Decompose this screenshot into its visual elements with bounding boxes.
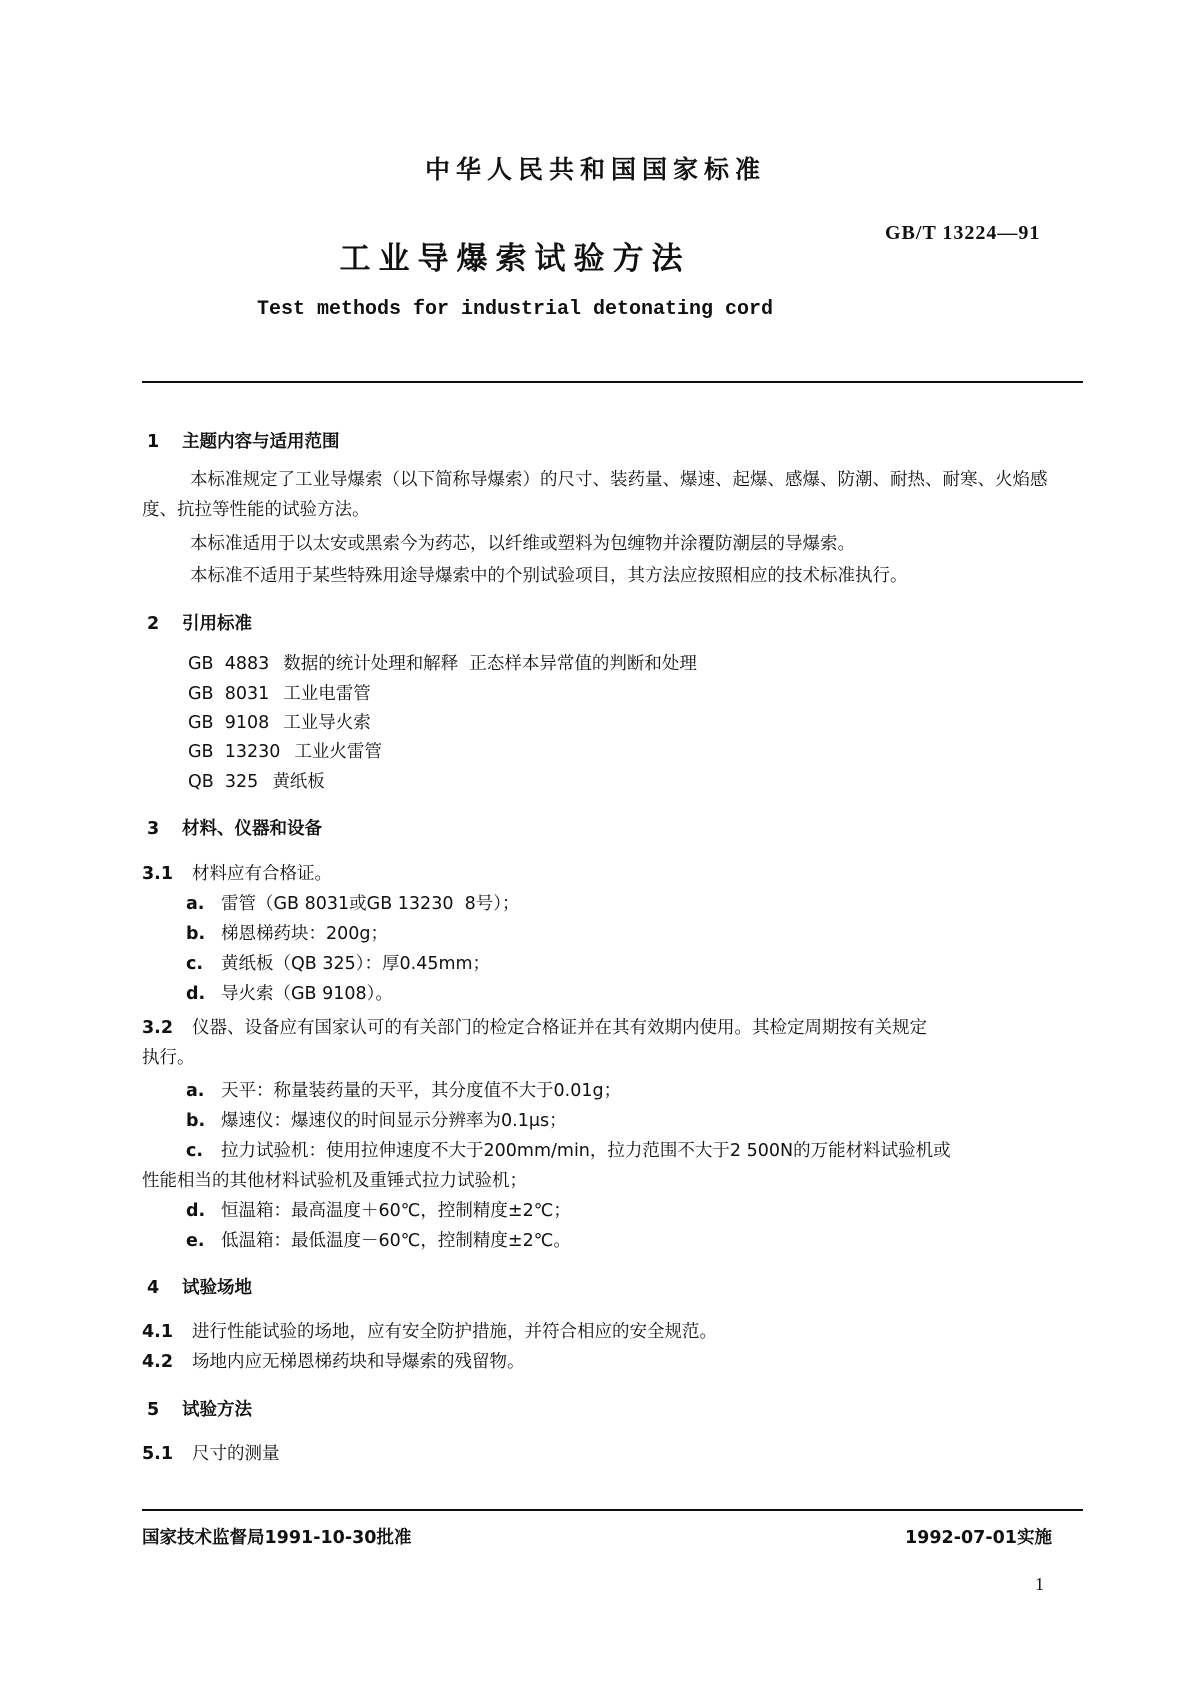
reference-name: 工业火雷管 [294, 742, 382, 762]
subsection-text: 尺寸的测量 [192, 1444, 280, 1464]
item-label: a. [186, 894, 205, 914]
reference-item [188, 709, 371, 734]
section-title: 材料、仪器和设备 [182, 819, 322, 839]
item-label: c. [186, 954, 204, 974]
section-2-heading [147, 610, 252, 635]
reference-name: 黄纸板 [272, 772, 325, 792]
subsection-3-2 [142, 1014, 927, 1039]
subsection-number: 5.1 [142, 1444, 174, 1464]
subsection-text: 材料应有合格证。 [192, 864, 332, 884]
footer-rule [142, 1509, 1083, 1511]
section-number: 3 [147, 819, 160, 839]
approval-statement: 国家技术监督局1991-10-30批准 [142, 1528, 412, 1548]
item-label: c. [186, 1141, 204, 1161]
subsection-4-1 [142, 1318, 717, 1343]
item-text: 天平：称量装药量的天平，其分度值不大于0.01g； [221, 1081, 622, 1101]
reference-code: GB 8031 [188, 684, 270, 704]
section-1-paragraph-3: 本标准不适用于某些特殊用途导爆索中的个别试验项目，其方法应按照相应的技术标准执行。 [190, 566, 908, 586]
item-label: b. [186, 924, 206, 944]
item-label: b. [186, 1111, 206, 1131]
item-label: d. [186, 1201, 206, 1221]
list-item [186, 1137, 951, 1162]
subsection-3-2-continuation: 执行。 [142, 1048, 195, 1068]
section-title: 引用标准 [182, 614, 252, 634]
item-label: d. [186, 984, 206, 1004]
list-item-continuation [142, 1167, 527, 1192]
document-title-en: Test methods for industrial detonating cord [256, 298, 774, 321]
item-text: 爆速仪：爆速仪的时间显示分辨率为0.1μs； [221, 1111, 567, 1131]
item-text: 黄纸板（QB 325）：厚0.45mm； [221, 954, 491, 974]
reference-code: GB 4883 [188, 654, 270, 674]
section-3-heading [147, 815, 322, 840]
reference-name: 工业电雷管 [283, 684, 371, 704]
effective-date: 1992-07-01实施 [905, 1528, 1052, 1548]
reference-item [188, 680, 371, 705]
reference-item [188, 650, 697, 675]
item-label: e. [186, 1231, 205, 1251]
page-number: 1 [1035, 1574, 1044, 1594]
list-item [186, 980, 393, 1005]
reference-code: GB 13230 [188, 742, 281, 762]
header-rule [142, 381, 1083, 383]
national-standard-heading: 中华人民共和国国家标准 [424, 155, 766, 184]
section-number: 4 [147, 1278, 160, 1298]
subsection-3-1 [142, 860, 332, 885]
subsection-number: 4.1 [142, 1322, 174, 1342]
section-1-paragraph-2: 本标准适用于以太安或黑索今为药芯，以纤维或塑料为包缠物并涂覆防潮层的导爆索。 [190, 534, 855, 554]
list-item [186, 1197, 571, 1222]
section-4-heading [147, 1274, 252, 1299]
item-text: 恒温箱：最高温度＋60℃，控制精度±2℃； [221, 1201, 571, 1221]
list-item [186, 1077, 621, 1102]
reference-name: 数据的统计处理和解释 正态样本异常值的判断和处理 [283, 654, 697, 674]
item-label: a. [186, 1081, 205, 1101]
section-1-paragraph-1: 本标准规定了工业导爆索（以下简称导爆索）的尺寸、装药量、爆速、起爆、感爆、防潮、耐热、耐寒、火焰感度、抗拉等性能的试验方法。 [142, 470, 1048, 520]
subsection-number: 3.2 [142, 1018, 174, 1038]
subsection-5-1 [142, 1440, 280, 1465]
section-1-heading [147, 428, 340, 453]
reference-code: GB 9108 [188, 713, 270, 733]
subsection-number: 4.2 [142, 1352, 174, 1372]
section-title: 试验方法 [182, 1400, 252, 1420]
standard-number: GB/T 13224—91 [885, 222, 1041, 244]
subsection-4-2 [142, 1348, 525, 1373]
section-title: 试验场地 [182, 1278, 252, 1298]
document-title-cn: 工业导爆索试验方法 [339, 241, 691, 277]
item-text: 梯恩梯药块：200g； [221, 924, 389, 944]
section-title: 主题内容与适用范围 [182, 432, 340, 452]
subsection-number: 3.1 [142, 864, 174, 884]
section-number: 5 [147, 1400, 160, 1420]
item-text: 低温箱：最低温度－60℃，控制精度±2℃。 [221, 1231, 571, 1251]
reference-code: QB 325 [188, 772, 259, 792]
section-number: 1 [147, 432, 160, 452]
section-number: 2 [147, 614, 160, 634]
list-item [186, 1227, 571, 1252]
item-text: 导火索（GB 9108）。 [221, 984, 393, 1004]
subsection-text: 仪器、设备应有国家认可的有关部门的检定合格证并在其有效期内使用。其检定周期按有关规定 [192, 1018, 927, 1038]
list-item [186, 920, 388, 945]
subsection-text: 场地内应无梯恩梯药块和导爆索的残留物。 [192, 1352, 525, 1372]
reference-item [188, 768, 325, 793]
list-item [186, 950, 490, 975]
list-item [186, 890, 519, 915]
item-text: 拉力试验机：使用拉伸速度不大于200mm/min，拉力范围不大于2 500N的万能材料试验机或 [221, 1141, 951, 1161]
item-text: 雷管（GB 8031或GB 13230 8号）； [221, 894, 520, 914]
reference-item [188, 738, 382, 763]
item-text: 性能相当的其他材料试验机及重锤式拉力试验机； [142, 1171, 527, 1191]
list-item [186, 1107, 567, 1132]
section-5-heading [147, 1396, 252, 1421]
subsection-text: 进行性能试验的场地，应有安全防护措施，并符合相应的安全规范。 [192, 1322, 717, 1342]
reference-name: 工业导火索 [283, 713, 371, 733]
